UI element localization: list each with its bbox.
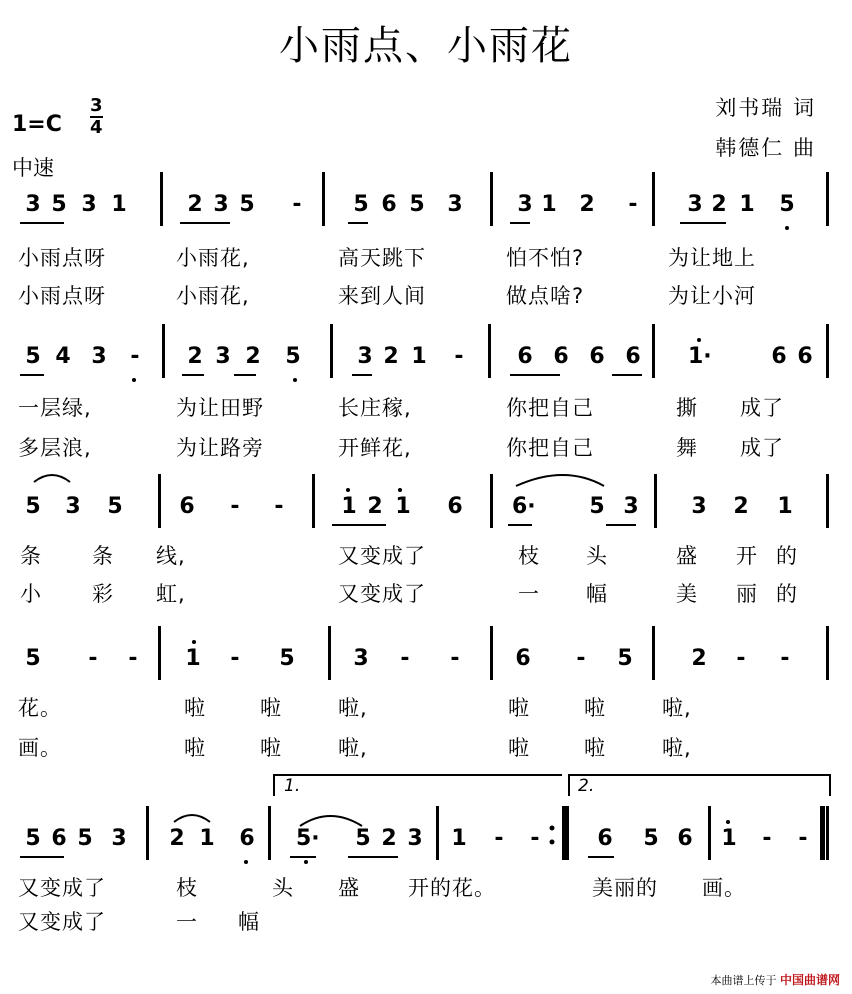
note: - [230,494,240,519]
note: - [130,344,140,369]
note: - [450,646,460,671]
note: 6 [771,344,787,369]
note: 1 [341,494,357,519]
note: 5 [589,494,605,519]
note: 5 [25,826,41,851]
lyric: 丽 [736,582,758,606]
lyric: 啦 [584,736,606,760]
lyric: 一层绿, [18,396,92,420]
note: 6 [589,344,605,369]
note: - [576,646,586,671]
note: - [400,646,410,671]
lyric: 头 [272,876,294,900]
note: 6 [51,826,67,851]
lyric: 开 [736,544,758,568]
note: 3 [407,826,423,851]
lyric: 怕不怕? [506,246,585,270]
note: 1 [411,344,427,369]
lyric: 啦 [508,696,530,720]
lyric: 小雨花, [176,284,250,308]
note: 1 [185,646,201,671]
slur [516,475,604,486]
note: 6 [517,344,533,369]
lyric: 彩 [92,582,114,606]
slur [34,475,70,482]
note: 5 [107,494,123,519]
note: 1 [541,192,557,217]
lyric: 啦, [338,736,368,760]
note: 6 [797,344,813,369]
note: 3 [81,192,97,217]
lyric: 又变成了 [18,910,106,934]
lyric: 为让地上 [668,246,756,270]
note: 3 [353,646,369,671]
lyricist-credit: 刘书瑞 词 [715,96,816,120]
slur [174,815,210,822]
volta-bracket-2 [569,775,830,796]
note: 6 [625,344,641,369]
note: 2 [711,192,727,217]
lyric: 条 [92,544,114,568]
lyric: 你把自己 [506,436,594,460]
note: 6 [447,494,463,519]
lyric: 一 [518,582,540,606]
note: 6 [553,344,569,369]
note: - [762,826,772,851]
note: 1 [395,494,411,519]
lyric: 幅 [238,910,260,934]
note: 3 [91,344,107,369]
note: - [736,646,746,671]
note: 5 [353,192,369,217]
note: 1 [451,826,467,851]
note: - [292,192,302,217]
lyric: 小雨花, [176,246,250,270]
note: 2 [187,344,203,369]
note: - [274,494,284,519]
lyric: 啦 [260,736,282,760]
lyric: 啦 [184,696,206,720]
note: 5 [77,826,93,851]
lyric: 虹, [156,582,186,606]
slur [300,816,362,826]
lyric: 花。 [452,876,496,900]
note: 5 [51,192,67,217]
time-signature-top: 3 [90,95,103,116]
lyric: 盛 [676,544,698,568]
note: - [780,646,790,671]
footer-prefix: 本曲谱上传于 [710,974,777,987]
lyric: 线, [156,544,186,568]
lyric: 啦 [508,736,530,760]
note: 3 [623,494,639,519]
volta-label-1: 1. [284,776,301,796]
footer-watermark [710,971,840,988]
lyric: 小 [20,582,42,606]
note: 6 [381,192,397,217]
note: 3 [357,344,373,369]
note: 2 [383,344,399,369]
lyric: 幅 [586,582,608,606]
note: 6 [597,826,613,851]
note: 1 [721,826,737,851]
note: 5 [279,646,295,671]
lyric: 做点啥? [506,284,585,308]
lyric: 又变成了 [338,544,426,568]
key-signature: 1=C [12,112,62,137]
lyric: 撕 [676,396,698,420]
lyric: 枝 [518,544,540,568]
lyric: 条 [20,544,42,568]
lyric: 啦 [260,696,282,720]
lyric: 啦 [184,736,206,760]
footer-brand: 中国曲谱网 [779,973,840,987]
note: 6 [179,494,195,519]
lyric: 花。 [18,696,62,720]
lyric: 来到人间 [338,284,426,308]
lyric: 你把自己 [506,396,594,420]
note: 6· [512,494,536,519]
volta-label-2: 2. [578,776,595,796]
note: - [454,344,464,369]
tempo-marking: 中速 [12,156,54,180]
note: - [798,826,808,851]
lyric: 啦 [584,696,606,720]
lyric: 枝 [176,876,198,900]
note: 3 [447,192,463,217]
lyric: 小雨点呀 [18,284,106,308]
note: 3 [25,192,41,217]
note: 3 [691,494,707,519]
note: 1· [688,344,712,369]
note: 5 [643,826,659,851]
note: 1 [739,192,755,217]
lyric: 头 [586,544,608,568]
note: - [88,646,98,671]
note: 5 [355,826,371,851]
composer-credit: 韩德仁 曲 [715,136,816,160]
lyric: 一 [176,910,198,934]
lyric: 多层浪, [18,436,92,460]
note: 4 [55,344,71,369]
lyric: 又变成了 [18,876,106,900]
note: - [494,826,504,851]
repeat-dot [550,840,555,845]
lyric: 啦, [662,696,692,720]
lyric: 高天跳下 [338,246,426,270]
lyric: 美丽的 [592,876,658,900]
note: 6 [677,826,693,851]
lyric: 画。 [702,876,746,900]
note: 3 [65,494,81,519]
lyric: 画。 [18,736,62,760]
repeat-dot [550,826,555,831]
note: 3 [215,344,231,369]
lyric: 啦, [338,696,368,720]
note: 5 [779,192,795,217]
note: 2 [381,826,397,851]
lyric: 开鲜花, [338,436,412,460]
lyric: 盛 [338,876,360,900]
note: 2 [187,192,203,217]
lyric: 的 [776,582,798,606]
note: - [530,826,540,851]
lyric: 为让田野 [176,396,264,420]
volta-bracket-1 [274,775,562,796]
note: - [628,192,638,217]
lyric: 开的 [408,876,452,900]
note: 6 [515,646,531,671]
note: - [128,646,138,671]
note: 5 [409,192,425,217]
note: 3 [213,192,229,217]
time-signature-bottom: 4 [90,117,103,138]
lyric: 美 [676,582,698,606]
lyric: 舞 [676,436,698,460]
note: 1 [111,192,127,217]
lyric: 小雨点呀 [18,246,106,270]
note: 5 [25,494,41,519]
lyric: 为让小河 [668,284,756,308]
note: 5 [617,646,633,671]
lyric: 啦, [662,736,692,760]
note: 5· [296,826,320,851]
note: 3 [111,826,127,851]
note: 2 [169,826,185,851]
note: 2 [733,494,749,519]
note: 1 [777,494,793,519]
note: 2 [579,192,595,217]
note: - [230,646,240,671]
note: 5 [285,344,301,369]
lyric: 成了 [740,396,784,420]
note: 6 [239,826,255,851]
lyric: 成了 [740,436,784,460]
lyric: 为让路旁 [176,436,264,460]
note: 2 [367,494,383,519]
note: 5 [25,344,41,369]
lyric: 的 [776,544,798,568]
note: 1 [199,826,215,851]
note: 5 [25,646,41,671]
lyric: 长庄稼, [338,396,412,420]
page-title: 小雨点、小雨花 [279,23,573,69]
note: 2 [245,344,261,369]
note: 3 [687,192,703,217]
note: 3 [517,192,533,217]
note: 5 [239,192,255,217]
note: 2 [691,646,707,671]
lyric: 又变成了 [338,582,426,606]
